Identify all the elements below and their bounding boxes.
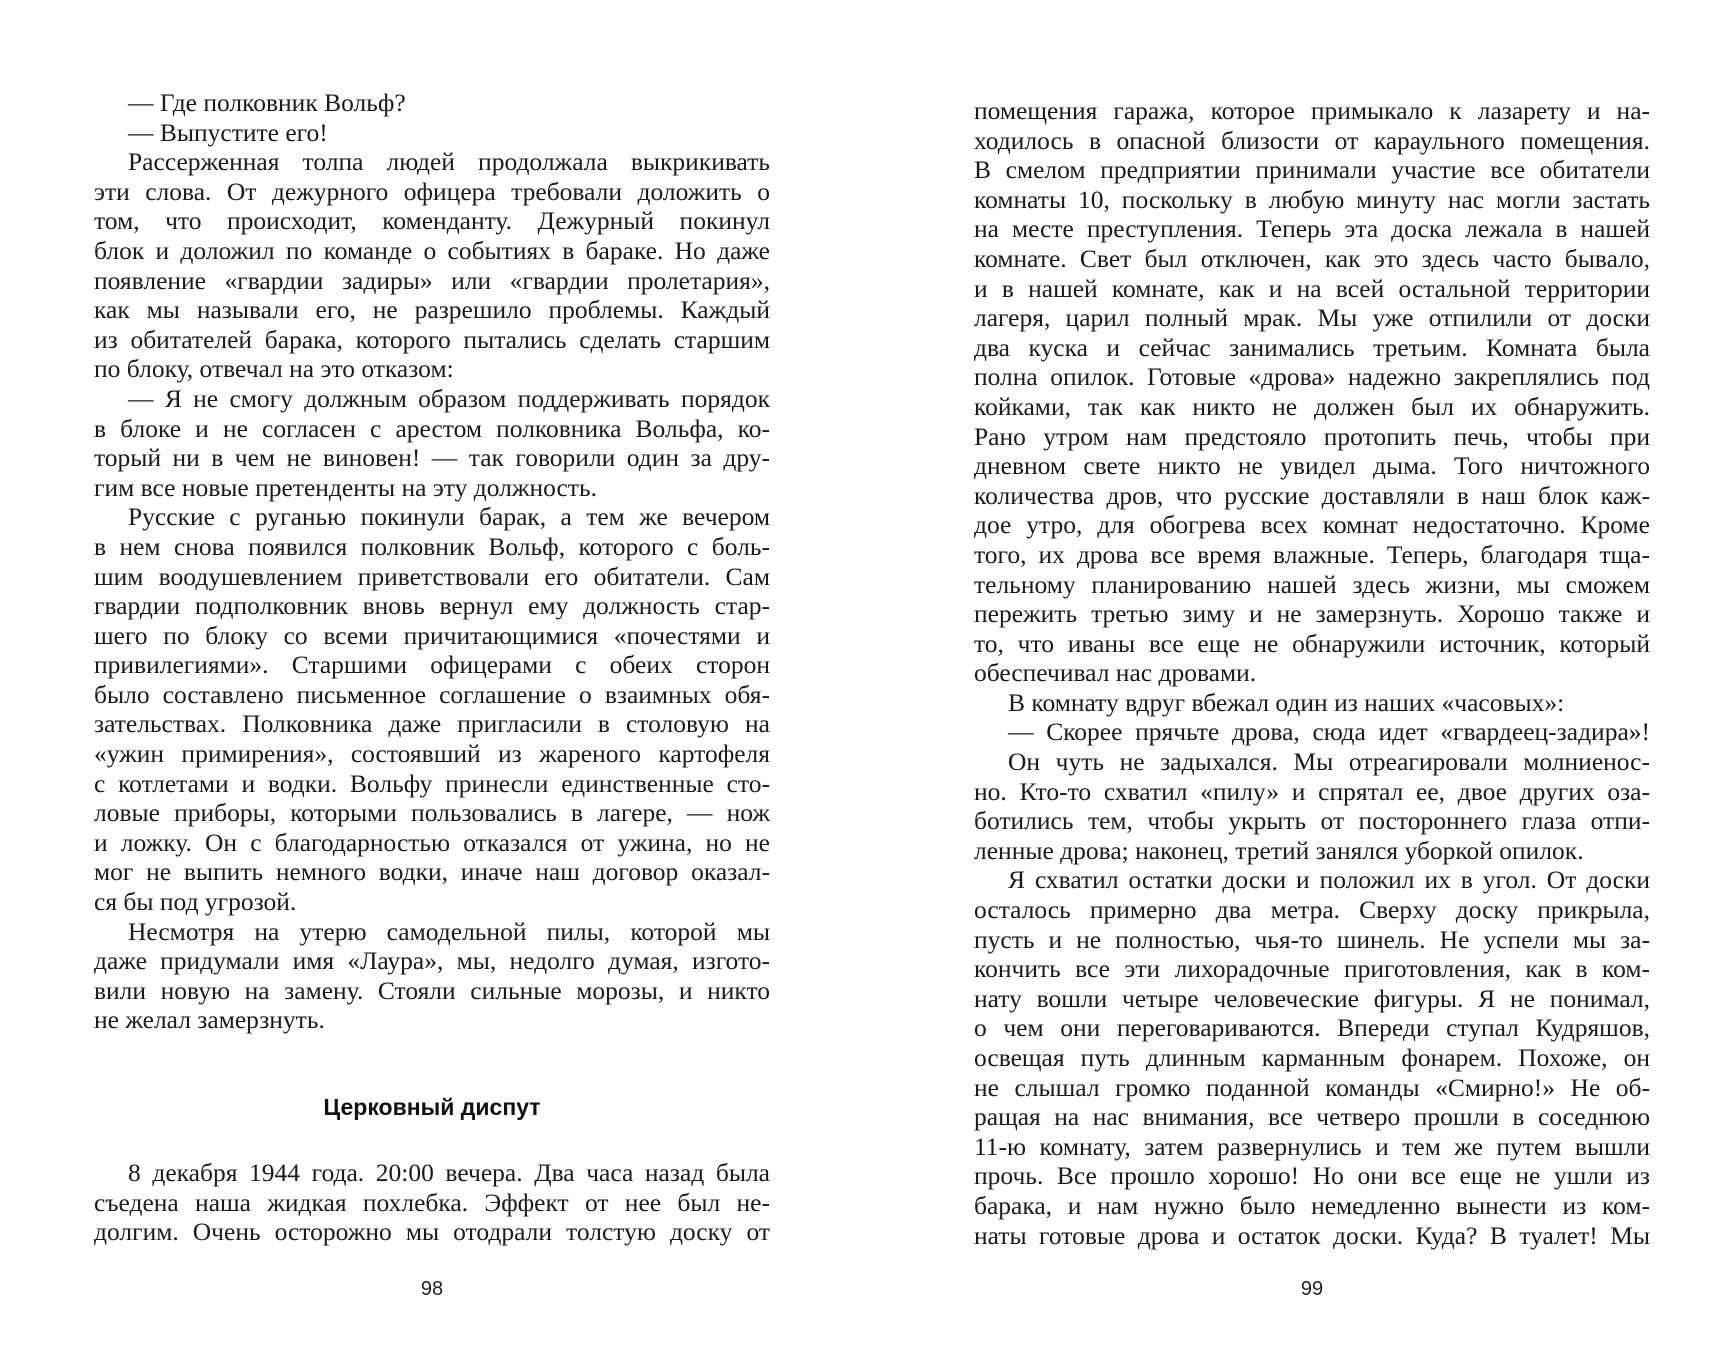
text-line: обеспечивал нас дровами. — [974, 658, 1257, 688]
text-line: — Выпустите его! — [128, 117, 328, 147]
text-line: два куска и сейчас занимались третьим. Комната была — [974, 332, 1650, 362]
text-line: дое утро, для обогрева всех комнат недостаточно. Кроме — [974, 510, 1650, 540]
text-line: ботились тем, чтобы укрыть от постороннего глаза отпи- — [974, 806, 1650, 836]
left-page-text-bottom — [94, 1158, 770, 1247]
text-line: наты готовые дрова и остаток доски. Куда? В туалет! Мы — [974, 1220, 1650, 1250]
text-line: Русские с руганью покинули барак, а тем же вечером — [128, 502, 770, 532]
section-heading: Церковный диспут — [323, 1094, 541, 1120]
text-line: привилегиями». Старшими офицерами с обеих сторон — [94, 650, 770, 680]
text-line: в блоке и не согласен с арестом полковника Вольфа, ко- — [94, 413, 770, 443]
text-line: ходилось в опасной близости от караульного помещения. — [974, 125, 1650, 155]
text-line: ловые приборы, которыми пользовались в лагере, — нож — [94, 798, 770, 828]
text-line: Я схватил остатки доски и положил их в угол. От доски — [1008, 865, 1650, 895]
text-line: то, что иваны все еще не обнаружили источник, который — [974, 628, 1650, 658]
text-line: как мы называли его, не разрешило проблемы. Каждый — [94, 295, 770, 325]
text-line: эти слова. От дежурного офицера требовали доложить о — [94, 176, 770, 206]
text-line: В смелом предприятии принимали участие все обитатели — [974, 155, 1650, 185]
text-line: с котлетами и водки. Вольфу принесли единственные сто- — [94, 768, 770, 798]
text-line: «ужин примирения», состоявший из жареного картофеля — [94, 739, 770, 769]
text-line: из обитателей барака, которого пытались сделать старшим — [94, 324, 770, 354]
text-line: освещая путь длинным карманным фонарем. Похоже, он — [974, 1043, 1650, 1072]
right-page — [868, 0, 1736, 1360]
text-line: ся бы под угрозой. — [94, 887, 297, 917]
text-line: — Скорее прячьте дрова, сюда идет «гвардеец-задира»! — [1008, 717, 1650, 747]
text-line: дневном свете никто не увидел дыма. Того ничтожного — [974, 451, 1650, 481]
text-line: гвардии подполковник вновь вернул ему должность стар- — [94, 591, 770, 621]
text-line: даже придумали имя «Лаура», мы, недолго думая, изгото- — [94, 946, 770, 976]
text-line: съедена наша жидкая похлебка. Эффект от нее был не- — [94, 1187, 770, 1217]
text-line: не слышал громко поданной команды «Смирно!» Не об- — [974, 1072, 1650, 1102]
text-line: вили новую на замену. Стояли сильные морозы, и никто — [94, 975, 770, 1005]
text-line: барака, и нам нужно было немедленно вынести из ком- — [974, 1190, 1650, 1220]
text-line: шим воодушевлением приветствовали его обитатели. Сам — [94, 561, 770, 591]
text-line: Он чуть не задыхался. Мы отреагировали молниенос- — [1008, 747, 1650, 777]
page-number: 99 — [1300, 1278, 1324, 1300]
text-line: койками, так как никто не должен был их обнаружить. — [974, 391, 1650, 421]
text-line: тельному планированию нашей здесь жизни, мы сможем — [974, 569, 1650, 599]
text-line: прочь. Все прошло хорошо! Но они все еще не ушли из — [974, 1161, 1650, 1191]
text-line: мог не выпить немного водки, иначе наш договор оказал- — [94, 857, 770, 887]
text-line: и ложку. Он с благодарностью отказался от ужина, но не — [94, 827, 770, 857]
text-line: 11-ю комнату, затем развернулись и тем же путем вышли — [974, 1131, 1650, 1161]
text-line: гим все новые претенденты на эту должность. — [94, 472, 597, 502]
text-line: Несмотря на утерю самодельной пилы, которой мы — [128, 916, 770, 946]
text-line: того, их дрова все время влажные. Теперь, благодаря тща- — [974, 539, 1650, 569]
text-line: в нем снова появился полковник Вольф, которого с боль- — [94, 531, 770, 561]
text-line: торый ни в чем не виновен! — так говорили один за дру- — [94, 443, 770, 473]
right-page-text — [974, 96, 1650, 1250]
text-line: полна опилок. Готовые «дрова» надежно закреплялись под — [974, 362, 1650, 392]
text-line: но. Кто-то схватил «пилу» и спрятал ее, двое других оза- — [974, 776, 1650, 806]
text-line: В комнату вдруг вбежал один из наших «часовых»: — [1008, 687, 1565, 717]
text-line: пусть и не полностью, чья-то шинель. Не успели мы за- — [974, 924, 1650, 954]
text-line: нату вошли четыре человеческие фигуры. Я не понимал, — [974, 983, 1650, 1013]
text-line: на месте преступления. Теперь эта доска лежала в нашей — [974, 214, 1650, 244]
text-line: лагеря, царил полный мрак. Мы уже отпилили от доски — [974, 303, 1650, 333]
text-line: кончить все эти лихорадочные приготовления, как в ком- — [974, 954, 1650, 984]
text-line: Рано утром нам предстояло протопить печь, чтобы при — [974, 421, 1650, 451]
text-line: было составлено письменное соглашение о взаимных обя- — [94, 679, 770, 709]
text-line: — Я не смогу должным образом поддерживать порядок — [128, 383, 770, 413]
text-line: зательствах. Полковника даже пригласили в столовую на — [94, 709, 770, 739]
text-line: Рассерженная толпа людей продолжала выкрикивать — [128, 147, 770, 177]
text-line: блок и доложил по команде о событиях в бараке. Но даже — [94, 235, 770, 265]
text-line: количества дров, что русские доставляли в наш блок каж- — [974, 480, 1650, 510]
text-line: шего по блоку со всеми причитающимися «почестями и — [94, 620, 770, 650]
text-line: осталось примерно два метра. Сверху доску прикрыла, — [974, 895, 1650, 925]
page-number: 98 — [420, 1278, 444, 1300]
text-line: о чем они переговариваются. Впереди ступал Кудряшов, — [974, 1013, 1650, 1043]
text-line: по блоку, отвечал на это отказом: — [94, 354, 454, 384]
text-line: пережить третью зиму и не замерзнуть. Хорошо также и — [974, 599, 1650, 629]
text-line: помещения гаража, которое примыкало к лазарету и на- — [974, 96, 1650, 125]
text-line: 8 декабря 1944 года. 20:00 вечера. Два часа назад была — [128, 1158, 770, 1187]
text-line: том, что происходит, коменданту. Дежурный покинул — [94, 206, 770, 236]
text-line: комнаты 10, поскольку в любую минуту нас могли застать — [974, 184, 1650, 214]
text-line: ленные дрова; наконец, третий занялся уборкой опилок. — [974, 835, 1584, 865]
text-line: появление «гвардии задиры» или «гвардии пролетария», — [94, 265, 770, 295]
text-line: и в нашей комнате, как и на всей остальной территории — [974, 273, 1650, 303]
text-line: — Где полковник Вольф? — [128, 88, 406, 117]
text-line: ращая на нас внимания, все четверо прошли в соседнюю — [974, 1102, 1650, 1132]
text-line: комнате. Свет был отключен, как это здесь часто бывало, — [974, 243, 1650, 273]
text-line: не желал замерзнуть. — [94, 1005, 325, 1035]
text-line: долгим. Очень осторожно мы отодрали толстую доску от — [94, 1217, 770, 1247]
left-page-text-top — [94, 88, 770, 1035]
